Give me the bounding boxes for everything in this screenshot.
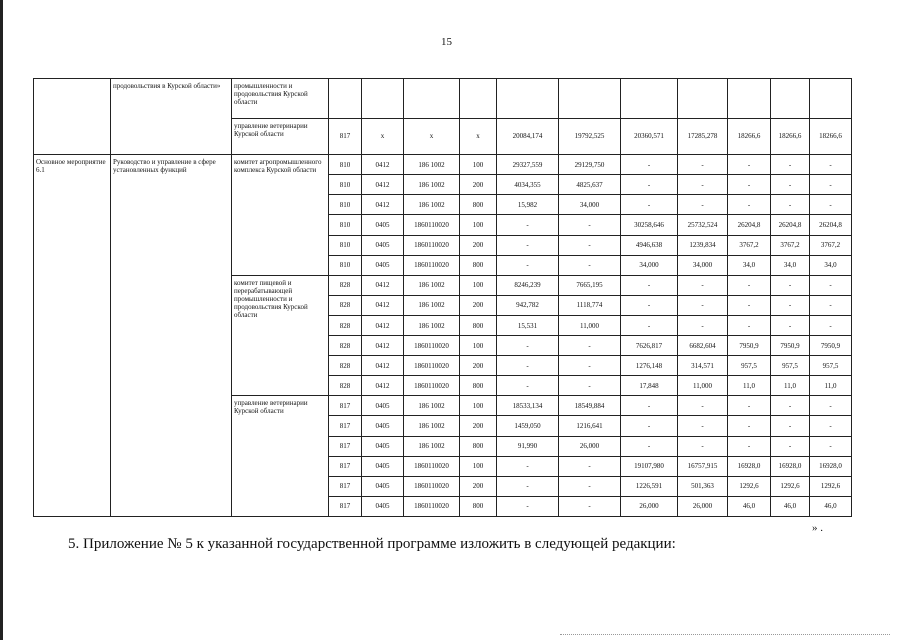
table-cell: 7950,9 (810, 336, 852, 356)
table-cell: 828 (329, 336, 362, 356)
table-cell: 20084,174 (497, 118, 559, 155)
table-cell: 6682,604 (678, 336, 728, 356)
table-cell: 200 (460, 295, 497, 315)
table-cell: 810 (329, 235, 362, 255)
table-cell: 957,5 (771, 356, 810, 376)
table-cell: - (678, 396, 728, 416)
table-cell: 100 (460, 155, 497, 175)
table-cell: - (678, 436, 728, 456)
table-cell (621, 79, 678, 119)
table-cell: 810 (329, 255, 362, 275)
table-cell: 30258,646 (621, 215, 678, 235)
table-cell: 828 (329, 356, 362, 376)
table-cell: 186 1002 (404, 175, 460, 195)
table-cell: 0412 (362, 275, 404, 295)
table-cell: 100 (460, 215, 497, 235)
executor-cell: управление ветеринарии Курской области (232, 118, 329, 155)
table-cell: - (621, 396, 678, 416)
table-cell: - (559, 496, 621, 516)
table-cell: 8246,239 (497, 275, 559, 295)
table-cell: 800 (460, 436, 497, 456)
table-cell: 4946,638 (621, 235, 678, 255)
table-cell: 817 (329, 476, 362, 496)
table-cell: 1226,591 (621, 476, 678, 496)
table-cell: 100 (460, 396, 497, 416)
table-cell: 7626,817 (621, 336, 678, 356)
table-cell: 1239,834 (678, 235, 728, 255)
table-cell: - (497, 376, 559, 396)
executor-cell: промышленности и продовольствия Курской области (232, 79, 329, 119)
table-cell: 200 (460, 416, 497, 436)
table-cell: - (728, 175, 771, 195)
table-cell: - (559, 356, 621, 376)
table-cell: 0405 (362, 416, 404, 436)
table-cell: 26204,8 (810, 215, 852, 235)
table-cell: - (497, 235, 559, 255)
table-cell: 186 1002 (404, 195, 460, 215)
table-cell: 186 1002 (404, 315, 460, 335)
table-cell: - (810, 155, 852, 175)
table-cell: 0412 (362, 195, 404, 215)
table-cell: 501,363 (678, 476, 728, 496)
table-cell: 100 (460, 275, 497, 295)
table-cell: 0405 (362, 476, 404, 496)
table-cell: - (728, 396, 771, 416)
table-cell: - (497, 476, 559, 496)
table-cell: - (497, 215, 559, 235)
table-cell: - (810, 436, 852, 456)
table-cell: - (728, 436, 771, 456)
table-cell (497, 79, 559, 119)
table-cell: - (559, 376, 621, 396)
table-cell: 828 (329, 315, 362, 335)
table-cell (404, 79, 460, 119)
table-cell: 1860110020 (404, 215, 460, 235)
table-cell: 200 (460, 235, 497, 255)
table-cell: 0405 (362, 456, 404, 476)
table-cell: 817 (329, 456, 362, 476)
table-cell (559, 79, 621, 119)
table-cell: x (460, 118, 497, 155)
table-cell (810, 79, 852, 119)
table-cell: 4825,637 (559, 175, 621, 195)
table-cell: 828 (329, 376, 362, 396)
table-cell: - (728, 275, 771, 295)
table-cell: x (362, 118, 404, 155)
table-cell: 20360,571 (621, 118, 678, 155)
table-cell: 46,0 (728, 496, 771, 516)
table-cell: 817 (329, 496, 362, 516)
table-cell: 100 (460, 456, 497, 476)
table-cell: 19792,525 (559, 118, 621, 155)
table-cell: - (497, 496, 559, 516)
table-cell: 314,571 (678, 356, 728, 376)
table-cell: 11,0 (810, 376, 852, 396)
table-cell: - (771, 175, 810, 195)
table-cell: - (728, 195, 771, 215)
table-cell: 817 (329, 396, 362, 416)
table-cell: 34,000 (678, 255, 728, 275)
table-cell: - (810, 195, 852, 215)
table-cell: - (497, 456, 559, 476)
table-cell: 817 (329, 416, 362, 436)
table-cell: - (771, 315, 810, 335)
table-cell: 942,782 (497, 295, 559, 315)
table-cell: 26,000 (621, 496, 678, 516)
table-cell: 0405 (362, 496, 404, 516)
table-cell: - (678, 175, 728, 195)
table-cell: - (728, 155, 771, 175)
table-cell: 810 (329, 155, 362, 175)
table-row (34, 79, 852, 119)
table-cell: 26204,8 (728, 215, 771, 235)
table-cell: 1860110020 (404, 456, 460, 476)
executor-cell: управление ветеринарии Курской области (232, 396, 329, 517)
executor-cell: комитет пищевой и перерабатывающей промышленности и продовольствия Курской области (232, 275, 329, 396)
table-cell: 1292,6 (810, 476, 852, 496)
table-cell: - (810, 416, 852, 436)
table-cell: - (771, 275, 810, 295)
table-cell: 18266,6 (771, 118, 810, 155)
table-cell: 15,531 (497, 315, 559, 335)
table-cell: 19107,980 (621, 456, 678, 476)
table-cell: 25732,524 (678, 215, 728, 235)
table-cell: 7950,9 (771, 336, 810, 356)
table-cell (771, 79, 810, 119)
table-cell: 200 (460, 175, 497, 195)
table-cell: 17,848 (621, 376, 678, 396)
table-cell: - (559, 215, 621, 235)
table-cell: - (678, 195, 728, 215)
table-cell: - (678, 155, 728, 175)
table-cell: 0405 (362, 235, 404, 255)
table-cell: 0405 (362, 215, 404, 235)
table-cell: 3767,2 (728, 235, 771, 255)
table-cell: - (559, 235, 621, 255)
table-cell: 16928,0 (728, 456, 771, 476)
table-cell: - (771, 195, 810, 215)
table-cell: 957,5 (810, 356, 852, 376)
table-cell: - (559, 336, 621, 356)
table-cell: 29129,750 (559, 155, 621, 175)
table-cell: 810 (329, 215, 362, 235)
table-cell: 186 1002 (404, 275, 460, 295)
table-cell: 16928,0 (771, 456, 810, 476)
table-cell (678, 79, 728, 119)
table-cell: 1118,774 (559, 295, 621, 315)
table-cell: 0412 (362, 376, 404, 396)
table-cell: 26,000 (678, 496, 728, 516)
table-cell: - (621, 275, 678, 295)
table-cell: 17285,278 (678, 118, 728, 155)
table-cell: - (559, 476, 621, 496)
table-cell: 817 (329, 118, 362, 155)
table-cell: - (771, 155, 810, 175)
table-cell: 7950,9 (728, 336, 771, 356)
table-cell: 1860110020 (404, 376, 460, 396)
table-cell: 200 (460, 476, 497, 496)
table-cell: 3767,2 (810, 235, 852, 255)
table-cell: 11,0 (728, 376, 771, 396)
table-cell: 1860110020 (404, 235, 460, 255)
closing-quote: » . (812, 522, 823, 534)
table-cell: 46,0 (810, 496, 852, 516)
table-cell: 1860110020 (404, 255, 460, 275)
table-cell: - (771, 396, 810, 416)
table-cell: 15,982 (497, 195, 559, 215)
table-cell: 34,0 (728, 255, 771, 275)
table-cell: 16928,0 (810, 456, 852, 476)
table-cell: 100 (460, 336, 497, 356)
table-cell: 34,000 (621, 255, 678, 275)
table-cell: 1860110020 (404, 476, 460, 496)
table-cell: 0412 (362, 155, 404, 175)
table-cell: - (621, 195, 678, 215)
table-cell (460, 79, 497, 119)
table-cell: 1292,6 (728, 476, 771, 496)
table-cell (362, 79, 404, 119)
table-cell: 0412 (362, 175, 404, 195)
table-cell: 29327,559 (497, 155, 559, 175)
table-cell: - (621, 155, 678, 175)
table-cell: 186 1002 (404, 396, 460, 416)
table-cell: - (678, 275, 728, 295)
table-cell: - (810, 275, 852, 295)
event-cell-cont (34, 79, 111, 155)
table-cell: 34,000 (559, 195, 621, 215)
table-cell: - (810, 295, 852, 315)
table-cell: 800 (460, 315, 497, 335)
table-cell: - (621, 315, 678, 335)
table-cell: - (621, 416, 678, 436)
table-cell: 828 (329, 295, 362, 315)
table-cell: - (678, 295, 728, 315)
table-cell: - (810, 175, 852, 195)
table-cell: 46,0 (771, 496, 810, 516)
table-cell: - (728, 315, 771, 335)
table-cell: 800 (460, 376, 497, 396)
table-cell: - (771, 436, 810, 456)
table-cell: x (404, 118, 460, 155)
table-cell: - (678, 315, 728, 335)
table-cell: 186 1002 (404, 295, 460, 315)
table-cell: 91,990 (497, 436, 559, 456)
table-cell (329, 79, 362, 119)
table-cell: 26204,8 (771, 215, 810, 235)
table-cell: 0405 (362, 436, 404, 456)
table-cell: 34,0 (771, 255, 810, 275)
table-cell: 34,0 (810, 255, 852, 275)
table-cell: 18549,884 (559, 396, 621, 416)
table-cell: 800 (460, 195, 497, 215)
table-cell: - (771, 416, 810, 436)
table-cell: 18266,6 (728, 118, 771, 155)
table-cell: 11,000 (678, 376, 728, 396)
budget-table (33, 78, 852, 517)
program-name-cell: продовольствия в Курской области» (111, 79, 232, 155)
table-cell: - (497, 336, 559, 356)
table-cell: - (810, 396, 852, 416)
amendment-instruction: 5. Приложение № 5 к указанной государственной программе изложить в следующей редакции: (68, 536, 676, 552)
table-cell: 810 (329, 195, 362, 215)
table-cell: 7665,195 (559, 275, 621, 295)
table-cell: - (728, 416, 771, 436)
table-cell: 26,000 (559, 436, 621, 456)
table-cell: 0412 (362, 315, 404, 335)
table-cell: 16757,915 (678, 456, 728, 476)
table-cell (728, 79, 771, 119)
table-cell: 4034,355 (497, 175, 559, 195)
table-cell: 186 1002 (404, 436, 460, 456)
table-cell: 810 (329, 175, 362, 195)
table-cell: 11,0 (771, 376, 810, 396)
table-cell: - (621, 436, 678, 456)
table-cell: - (810, 315, 852, 335)
table-cell: 11,000 (559, 315, 621, 335)
table-cell: - (559, 255, 621, 275)
table-cell: - (497, 356, 559, 376)
table-cell: 200 (460, 356, 497, 376)
page-number: 15 (441, 36, 452, 48)
table-cell: 1216,641 (559, 416, 621, 436)
executor-cell: комитет агропромышленного комплекса Курской области (232, 155, 329, 276)
table-cell: - (621, 295, 678, 315)
event-description-cell: Руководство и управление в сфере установленных функций (111, 155, 232, 517)
table-cell: 18533,134 (497, 396, 559, 416)
table-cell: 957,5 (728, 356, 771, 376)
page-edge-line (0, 0, 3, 640)
table-cell: - (497, 255, 559, 275)
table-cell: 817 (329, 436, 362, 456)
table-cell: 0405 (362, 255, 404, 275)
table-cell: - (559, 456, 621, 476)
table-cell: - (678, 416, 728, 436)
table-cell: 1860110020 (404, 496, 460, 516)
table-cell: 0412 (362, 336, 404, 356)
table-cell: 0412 (362, 356, 404, 376)
event-label-cell: Основное мероприятие 6.1 (34, 155, 111, 517)
table-cell: 828 (329, 275, 362, 295)
table-row (34, 155, 852, 175)
table-cell: 0412 (362, 295, 404, 315)
table-cell: 186 1002 (404, 155, 460, 175)
table-cell: - (728, 295, 771, 315)
footer-scan-marks (560, 634, 890, 637)
table-cell: - (621, 175, 678, 195)
table-cell: 18266,6 (810, 118, 852, 155)
table-cell: 3767,2 (771, 235, 810, 255)
table-cell: 1860110020 (404, 336, 460, 356)
table-cell: 800 (460, 496, 497, 516)
table-cell: - (771, 295, 810, 315)
table-cell: 0405 (362, 396, 404, 416)
table-cell: 800 (460, 255, 497, 275)
table-cell: 1860110020 (404, 356, 460, 376)
table-cell: 1459,050 (497, 416, 559, 436)
table-cell: 186 1002 (404, 416, 460, 436)
table-cell: 1276,148 (621, 356, 678, 376)
table-cell: 1292,6 (771, 476, 810, 496)
